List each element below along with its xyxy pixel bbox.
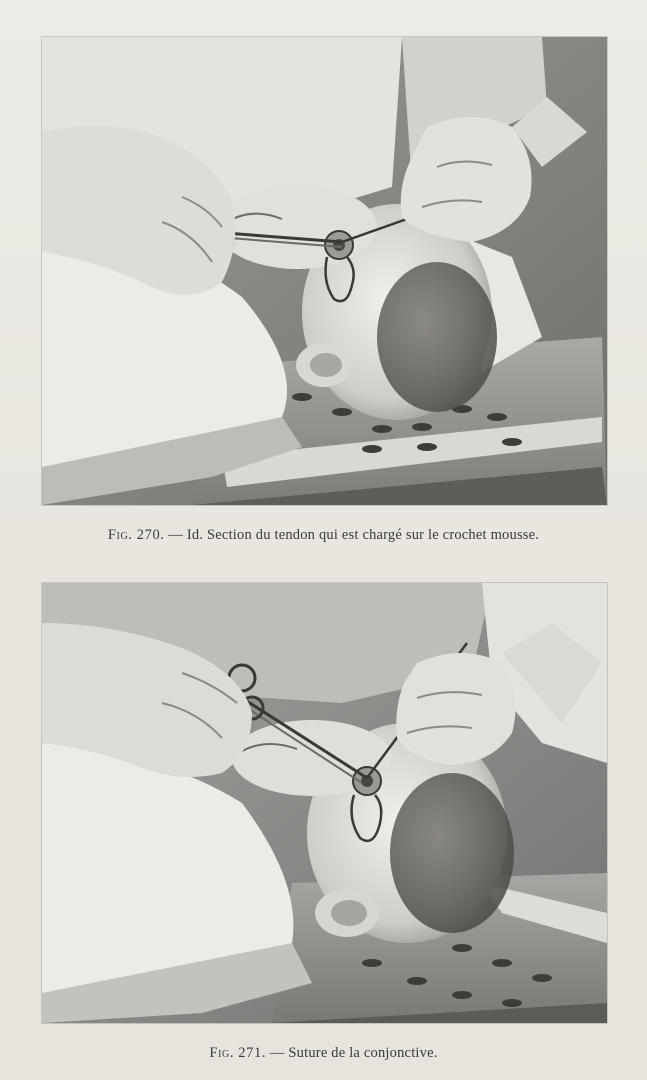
figure-270-label: Fig. 270. bbox=[107, 527, 165, 543]
figure-271-photograph bbox=[42, 583, 607, 1023]
figure-270-photograph bbox=[42, 37, 607, 505]
figure-271-label: Fig. 271. bbox=[209, 1045, 267, 1061]
figure-270-caption bbox=[0, 527, 647, 544]
figure-271-text: — Suture de la conjonctive. bbox=[269, 1045, 438, 1061]
figure-270-text: — Id. Section du tendon qui est chargé sur le crochet mousse. bbox=[168, 527, 540, 543]
figure-271-caption bbox=[0, 1045, 647, 1062]
